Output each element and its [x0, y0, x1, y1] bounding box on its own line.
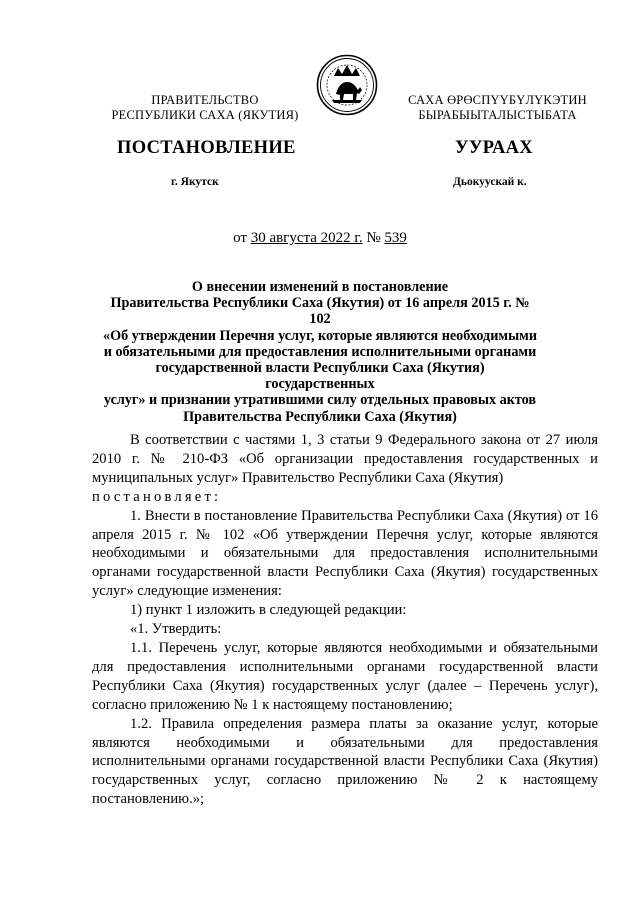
doctype-right: УУРААХ [455, 138, 533, 158]
title-line: О внесении изменений в постановление [191, 279, 449, 295]
header-right [380, 93, 615, 123]
decree-body [92, 431, 598, 809]
paragraph-subitem-1: 1) пункт 1 изложить в следующей редакции: [130, 602, 407, 619]
header-right-line1: САХА ӨРӨСПҮҮБҮЛҮКЭТИН [408, 93, 587, 107]
resolves-word: постановляет: [92, 488, 222, 505]
paragraph-item-1-1: 1.1. Перечень услуг, которые являются необходимыми и обязательными для предоставления исполнительными органами государственной власти Республики Саха (Якутия) государственных услуг (далее – Перечень услуг), согласно приложению № 1 к настоящему постановлению; [92, 639, 598, 713]
number-prefix: № [362, 230, 385, 246]
header-left-line2: РЕСПУБЛИКИ САХА (ЯКУТИЯ) [111, 108, 299, 122]
title-line: Правительства Республики Саха (Якутия) [183, 408, 457, 425]
header-right-line2: БЫРАБЫЫТАЛЫСТЫБАТА [418, 108, 577, 122]
city-right: Дьокуускай к. [453, 176, 527, 188]
date-line [0, 230, 640, 247]
decree-date: 30 августа 2022 г. [250, 230, 363, 246]
decree-title [100, 279, 540, 425]
paragraph-item-1-2: 1.2. Правила определения размера платы за оказание услуг, которые являются необходимыми и обязательными для предоставления исполнительными органами государственной власти Республики Саха (Якутия) государственных услуг, согласно приложению № 2 к настоящему постановлению.»; [92, 715, 598, 808]
paragraph-preamble: В соответствии с частями 1, 3 статьи 9 Федерального закона от 27 июля 2010 г. № 210-ФЗ «Об организации предоставления государственных и муниципальных услуг» Правительство Республики Саха (Якутия) [92, 432, 598, 486]
city-left: г. Якутск [171, 176, 219, 188]
title-line: Правительства Республики Саха (Якутия) от 16 апреля 2015 г. № 102 [110, 295, 530, 328]
paragraph-item-1: 1. Внести в постановление Правительства Республики Саха (Якутия) от 16 апреля 2015 г. № 102 «Об утверждении Перечня услуг, которые являются необходимыми и обязательными для предоставления исполнительными органами государственной власти Республики Саха (Якутия) государственных услуг» следующие изменения: [92, 507, 598, 600]
title-line: государственной власти Республики Саха (Якутия) государственных [155, 360, 485, 393]
paragraph-approve: «1. Утвердить: [130, 621, 222, 638]
coat-of-arms-icon [316, 54, 378, 116]
title-line: «Об утверждении Перечня услуг, которые являются необходимыми [103, 327, 537, 344]
decree-number: 539 [384, 230, 407, 246]
header-left-line1: ПРАВИТЕЛЬСТВО [151, 93, 259, 107]
doctype-left: ПОСТАНОВЛЕНИЕ [117, 138, 296, 158]
date-prefix: от [233, 230, 251, 246]
paragraph-resolves [92, 488, 598, 507]
header-left [100, 93, 310, 123]
title-line: услуг» и признании утратившими силу отдельных правовых актов [103, 392, 537, 409]
title-line: и обязательными для предоставления исполнительными органами [103, 343, 537, 360]
